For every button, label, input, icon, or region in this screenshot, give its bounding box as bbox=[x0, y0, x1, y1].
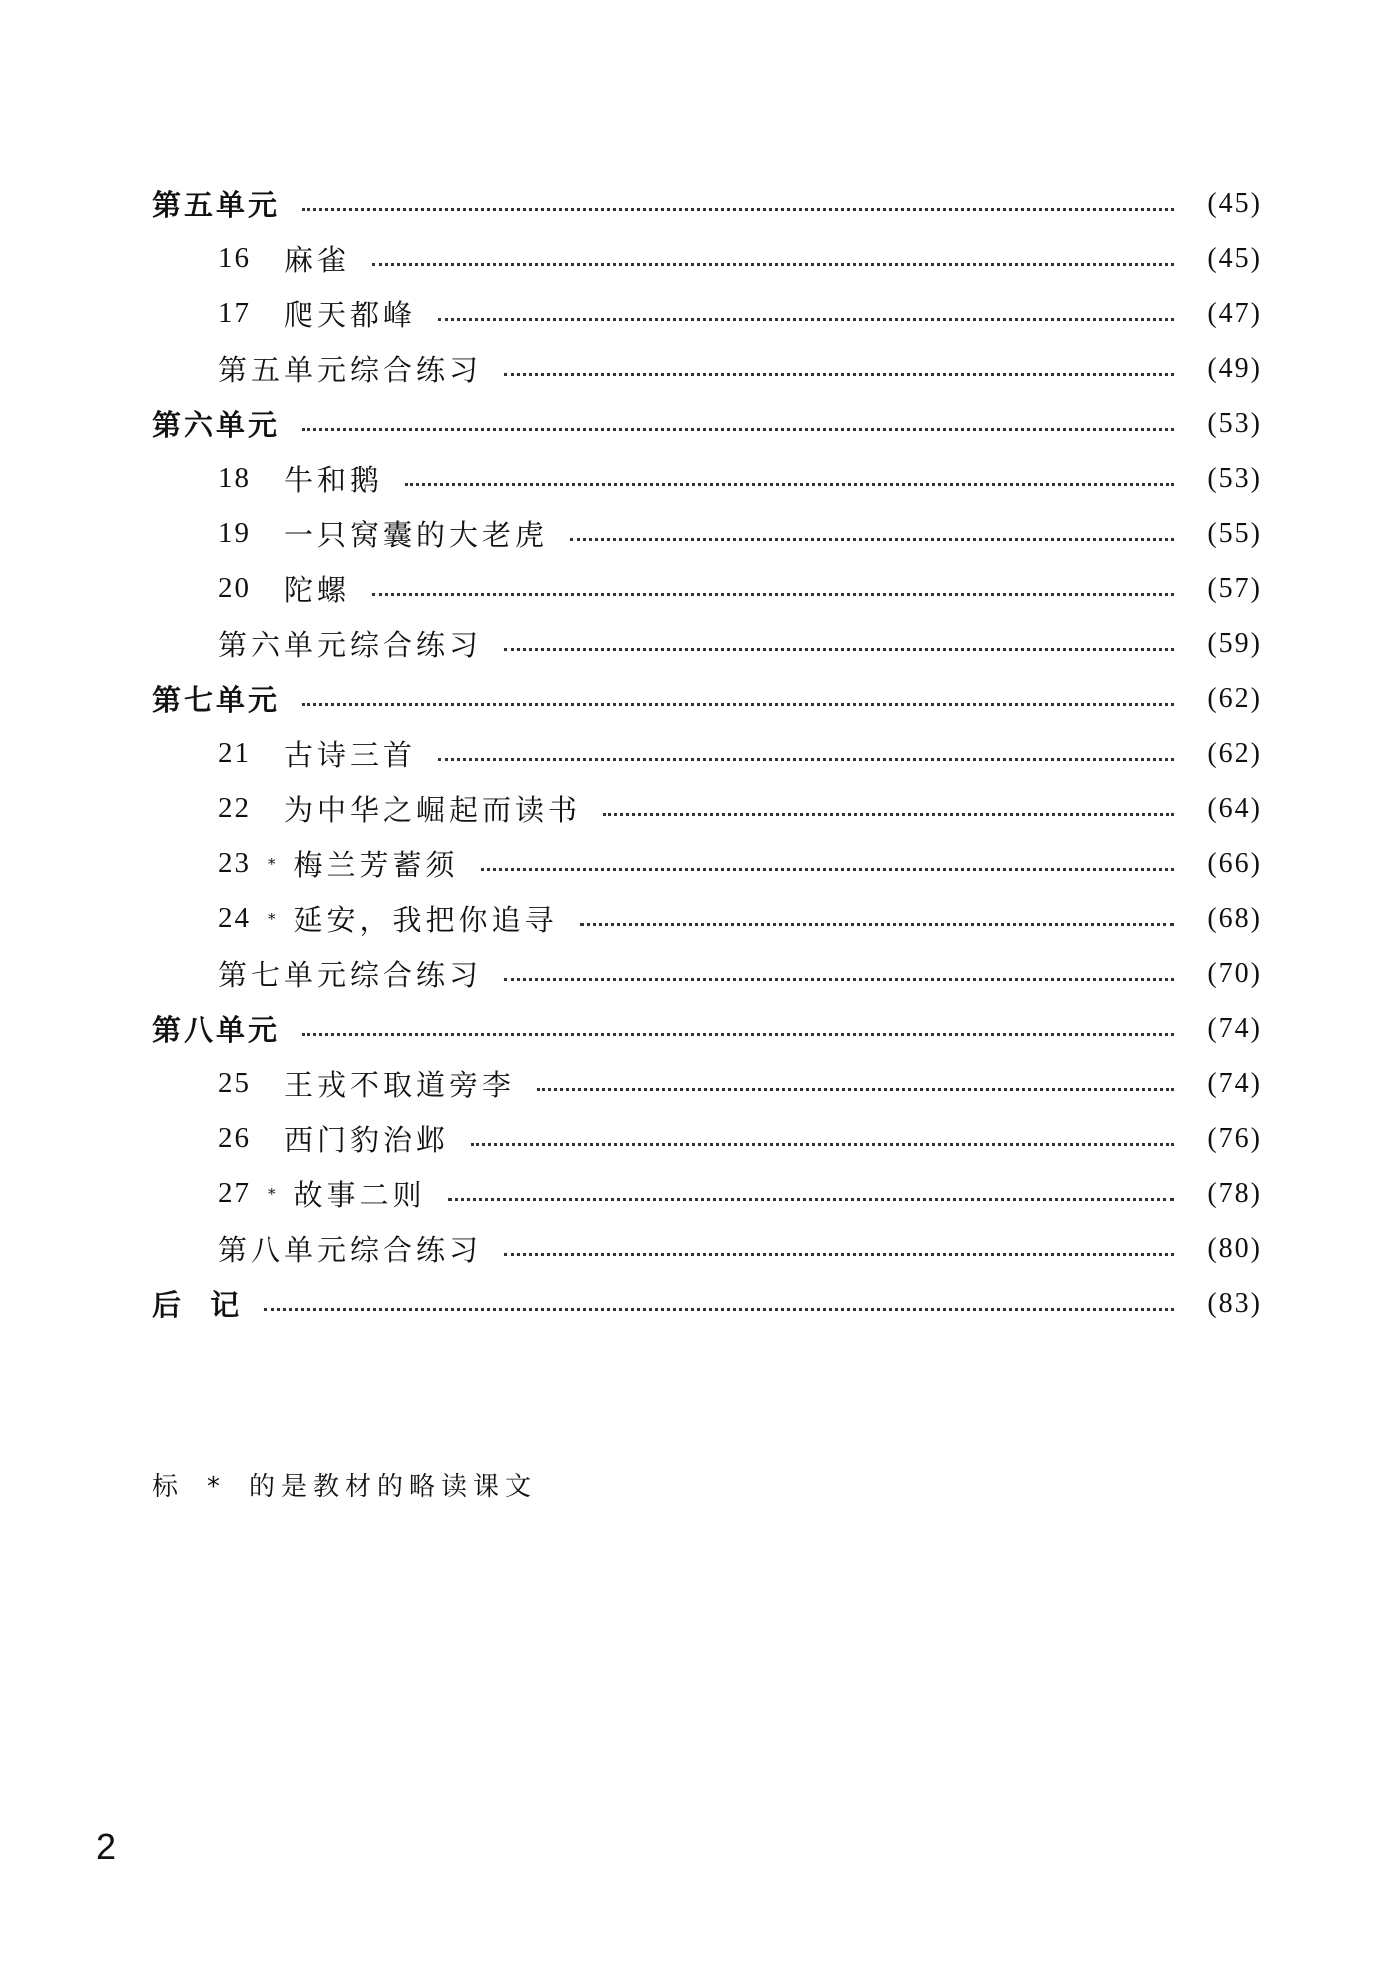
dot-leader bbox=[302, 208, 1174, 211]
abridged-marker: * bbox=[268, 1184, 276, 1203]
toc-unit-row[interactable] bbox=[152, 396, 1262, 451]
toc-page-ref: (55) bbox=[1207, 517, 1262, 549]
lesson-number: 23 bbox=[218, 847, 251, 879]
toc-page-ref: (64) bbox=[1207, 792, 1262, 824]
toc-page-ref: (66) bbox=[1207, 847, 1262, 879]
toc-page-ref: (68) bbox=[1207, 902, 1262, 934]
dot-leader bbox=[570, 538, 1174, 541]
toc-lesson-row[interactable] bbox=[152, 286, 1262, 341]
toc-entry-title: 第五单元综合练习 bbox=[218, 353, 483, 387]
toc-unit-row[interactable] bbox=[152, 1276, 1262, 1331]
toc-entry-title: 爬天都峰 bbox=[284, 298, 417, 332]
toc-entry-title: 第五单元 bbox=[152, 188, 281, 222]
lesson-number: 17 bbox=[218, 297, 251, 329]
toc-page-ref: (62) bbox=[1207, 737, 1262, 769]
toc-page-ref: (78) bbox=[1207, 1177, 1262, 1209]
abridged-marker: * bbox=[268, 909, 276, 928]
toc-practice-row[interactable] bbox=[152, 946, 1262, 1001]
page-number: 2 bbox=[96, 1826, 117, 1867]
toc-lesson-row[interactable] bbox=[152, 891, 1262, 946]
toc-lesson-row[interactable] bbox=[152, 561, 1262, 616]
toc-lesson-row[interactable] bbox=[152, 1056, 1262, 1111]
toc-lesson-row[interactable] bbox=[152, 836, 1262, 891]
abridged-marker: * bbox=[268, 854, 276, 873]
toc-entry-title: 第六单元综合练习 bbox=[218, 628, 483, 662]
toc-unit-row[interactable] bbox=[152, 176, 1262, 231]
toc-entry-title: 第八单元综合练习 bbox=[218, 1233, 483, 1267]
toc-entry-title: 牛和鹅 bbox=[284, 463, 384, 497]
dot-leader bbox=[405, 483, 1174, 486]
toc-lesson-row[interactable] bbox=[152, 451, 1262, 506]
dot-leader bbox=[438, 758, 1174, 761]
toc-page-ref: (74) bbox=[1207, 1067, 1262, 1099]
toc-entry-title: 古诗三首 bbox=[284, 738, 417, 772]
toc-page-ref: (49) bbox=[1207, 352, 1262, 384]
toc-page-ref: (53) bbox=[1207, 462, 1262, 494]
toc-entry-title: 第七单元 bbox=[152, 683, 281, 717]
dot-leader bbox=[537, 1088, 1174, 1091]
toc-lesson-row[interactable] bbox=[152, 726, 1262, 781]
toc-entry-title: 故事二则 bbox=[293, 1178, 426, 1212]
toc-entry-title: 西门豹治邺 bbox=[284, 1123, 450, 1157]
toc-page-ref: (80) bbox=[1207, 1232, 1262, 1264]
toc-lesson-row[interactable] bbox=[152, 781, 1262, 836]
dot-leader bbox=[302, 428, 1174, 431]
toc-entry-title: 第七单元综合练习 bbox=[218, 958, 483, 992]
dot-leader bbox=[504, 373, 1174, 376]
lesson-number: 24 bbox=[218, 902, 251, 934]
lesson-number: 21 bbox=[218, 737, 251, 769]
dot-leader bbox=[372, 263, 1174, 266]
toc-page-ref: (76) bbox=[1207, 1122, 1262, 1154]
table-of-contents bbox=[152, 176, 1262, 1331]
toc-page-ref: (74) bbox=[1207, 1012, 1262, 1044]
toc-page-ref: (45) bbox=[1207, 187, 1262, 219]
toc-entry-title: 后 记 bbox=[152, 1288, 243, 1322]
toc-unit-row[interactable] bbox=[152, 671, 1262, 726]
footnote-abridged-reading: 标 * 的是教材的略读课文 bbox=[152, 1472, 537, 1502]
dot-leader bbox=[372, 593, 1174, 596]
dot-leader bbox=[302, 1033, 1174, 1036]
toc-page-ref: (59) bbox=[1207, 627, 1262, 659]
toc-practice-row[interactable] bbox=[152, 1221, 1262, 1276]
dot-leader bbox=[603, 813, 1174, 816]
dot-leader bbox=[448, 1198, 1174, 1201]
dot-leader bbox=[481, 868, 1174, 871]
lesson-number: 19 bbox=[218, 517, 251, 549]
dot-leader bbox=[580, 923, 1174, 926]
toc-entry-title: 延安，我把你追寻 bbox=[293, 903, 558, 937]
toc-page-ref: (45) bbox=[1207, 242, 1262, 274]
lesson-number: 26 bbox=[218, 1122, 251, 1154]
toc-page-ref: (47) bbox=[1207, 297, 1262, 329]
toc-page-ref: (62) bbox=[1207, 682, 1262, 714]
toc-lesson-row[interactable] bbox=[152, 231, 1262, 286]
toc-page-ref: (70) bbox=[1207, 957, 1262, 989]
toc-entry-title: 为中华之崛起而读书 bbox=[284, 793, 582, 827]
toc-entry-title: 第六单元 bbox=[152, 408, 281, 442]
toc-practice-row[interactable] bbox=[152, 616, 1262, 671]
dot-leader bbox=[504, 978, 1174, 981]
lesson-number: 27 bbox=[218, 1177, 251, 1209]
lesson-number: 20 bbox=[218, 572, 251, 604]
lesson-number: 16 bbox=[218, 242, 251, 274]
toc-lesson-row[interactable] bbox=[152, 506, 1262, 561]
toc-page-ref: (57) bbox=[1207, 572, 1262, 604]
toc-entry-title: 陀螺 bbox=[284, 573, 351, 607]
toc-lesson-row[interactable] bbox=[152, 1166, 1262, 1221]
toc-entry-title: 麻雀 bbox=[284, 243, 351, 277]
lesson-number: 22 bbox=[218, 792, 251, 824]
dot-leader bbox=[302, 703, 1174, 706]
toc-page-ref: (83) bbox=[1207, 1287, 1262, 1319]
dot-leader bbox=[471, 1143, 1174, 1146]
dot-leader bbox=[504, 648, 1174, 651]
toc-entry-title: 梅兰芳蓄须 bbox=[293, 848, 459, 882]
toc-unit-row[interactable] bbox=[152, 1001, 1262, 1056]
lesson-number: 25 bbox=[218, 1067, 251, 1099]
dot-leader bbox=[438, 318, 1174, 321]
dot-leader bbox=[264, 1308, 1174, 1311]
toc-entry-title: 一只窝囊的大老虎 bbox=[284, 518, 549, 552]
toc-entry-title: 王戎不取道旁李 bbox=[284, 1068, 516, 1102]
toc-practice-row[interactable] bbox=[152, 341, 1262, 396]
lesson-number: 18 bbox=[218, 462, 251, 494]
toc-entry-title: 第八单元 bbox=[152, 1013, 281, 1047]
dot-leader bbox=[504, 1253, 1174, 1256]
toc-page-ref: (53) bbox=[1207, 407, 1262, 439]
toc-lesson-row[interactable] bbox=[152, 1111, 1262, 1166]
